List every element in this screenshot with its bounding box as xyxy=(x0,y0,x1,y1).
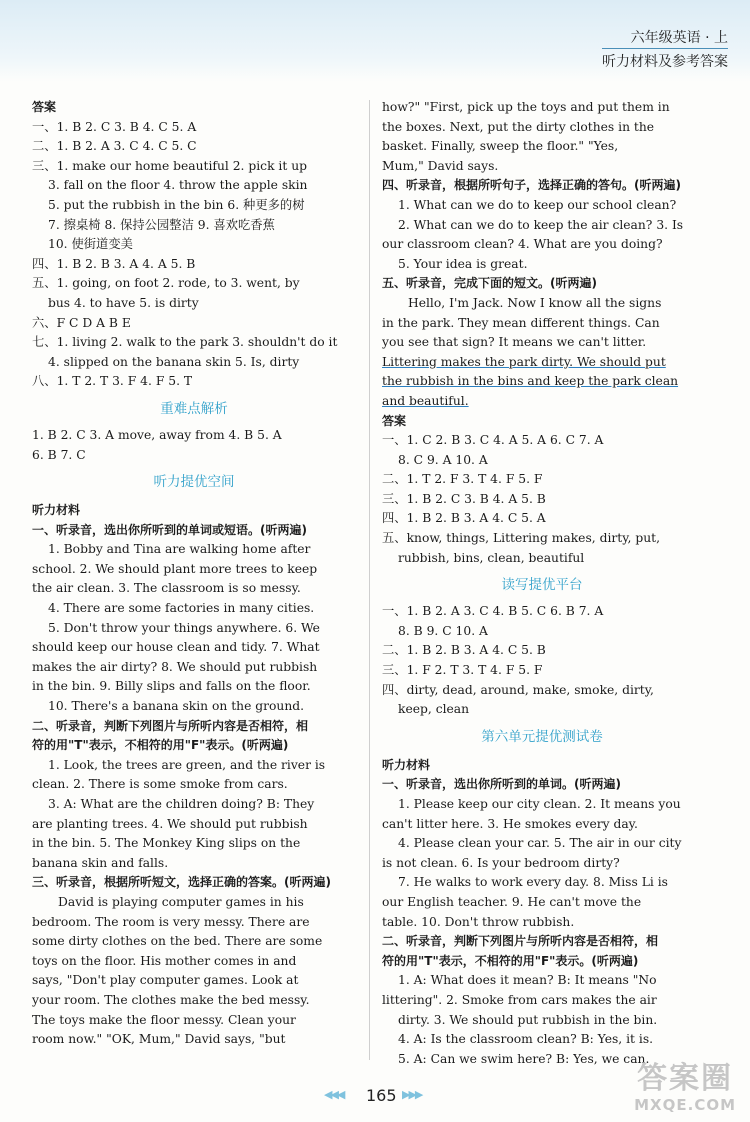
right-column xyxy=(382,98,702,1069)
text-line: 3. A: What are the children doing? B: They xyxy=(48,797,315,811)
text-line: David is playing computer games in his xyxy=(58,894,304,909)
text-line: the air clean. 3. The classroom is so messy. xyxy=(32,581,301,596)
text-line: 二、1. B 2. A 3. C 4. C 5. C xyxy=(32,139,197,154)
text-line: the rubbish in the bins and keep the park clean xyxy=(382,374,679,389)
left-arrows-icon: ◀◀◀ xyxy=(324,1088,344,1101)
text-line: bus 4. to have 5. is dirty xyxy=(48,295,199,310)
text-line: in the bin. 5. The Monkey King slips on the xyxy=(32,836,301,851)
text-line: you see that sign? It means we can't litter. xyxy=(382,335,647,350)
text-line: 一、听录音，选出你所听到的单词。(听两遍) xyxy=(382,777,621,792)
text-line: basket. Finally, sweep the floor." "Yes, xyxy=(382,139,619,154)
text-line: your room. The clothes make the bed messy. xyxy=(32,992,310,1007)
text-line: 4. slipped on the banana skin 5. Is, dirty xyxy=(48,354,300,369)
text-line: our classroom clean? 4. What are you doing? xyxy=(382,237,663,252)
text-line: in the park. They mean different things. Can xyxy=(382,315,660,330)
text-line: 二、听录音，判断下列图片与所听内容是否相符，相 xyxy=(382,934,659,949)
text-line: 四、1. B 2. B 3. A 4. C 5. A xyxy=(382,511,546,526)
text-line: rubbish, bins, clean, beautiful xyxy=(398,550,585,565)
text-line: 符的用"T"表示，不相符的用"F"表示。(听两遍) xyxy=(382,953,639,968)
text-line: 1. What can we do to keep our school clean? xyxy=(398,197,677,212)
text-line: littering". 2. Smoke from cars makes the air xyxy=(382,992,657,1007)
text-line: the boxes. Next, put the dirty clothes in the xyxy=(382,119,655,134)
page-number: 165 xyxy=(366,1086,397,1105)
text-line: 三、听录音，根据所听短文，选择正确的答案。(听两遍) xyxy=(32,875,331,890)
text-line: can't litter here. 3. He smokes every day. xyxy=(382,816,638,831)
section-title: 听力提优空间 xyxy=(153,474,235,491)
watermark-url: MXQE.COM xyxy=(634,1096,736,1114)
text-line: Mum," David says. xyxy=(382,158,499,173)
text-line: 8. B 9. C 10. A xyxy=(398,623,488,638)
section-title: 读写提优平台 xyxy=(501,577,583,594)
text-line: 符的用"T"表示，不相符的用"F"表示。(听两遍) xyxy=(32,738,289,753)
text-line: 听力材料 xyxy=(32,503,81,518)
text-line: 答案 xyxy=(382,413,407,428)
text-line: 10. There's a banana skin on the ground. xyxy=(48,699,305,714)
header-grade-subject: 六年级英语 · 上 xyxy=(630,30,728,46)
text-line: some dirty clothes on the bed. There are some xyxy=(32,934,323,949)
text-line: our English teacher. 9. He can't move the xyxy=(382,894,642,909)
text-line: is not clean. 6. Is your bedroom dirty? xyxy=(382,855,620,870)
text-line: 听力材料 xyxy=(382,757,431,772)
text-line: 二、1. T 2. F 3. T 4. F 5. F xyxy=(382,472,543,487)
section-title: 重难点解析 xyxy=(160,400,228,417)
text-line: dirty. 3. We should put rubbish in the bin. xyxy=(398,1012,658,1027)
text-line: 三、1. F 2. T 3. T 4. F 5. F xyxy=(382,663,543,678)
text-line: 8. C 9. A 10. A xyxy=(398,452,488,467)
text-line: toys on the floor. His mother comes in and xyxy=(32,953,297,968)
text-line: Hello, I'm Jack. Now I know all the signs xyxy=(408,295,662,310)
text-line: says, "Don't play computer games. Look at xyxy=(32,973,299,988)
text-line: 三、1. B 2. C 3. B 4. A 5. B xyxy=(382,491,546,506)
text-line: 五、听录音，完成下面的短文。(听两遍) xyxy=(382,276,597,291)
text-line: table. 10. Don't throw rubbish. xyxy=(382,914,575,929)
text-line: 1. Look, the trees are green, and the river is xyxy=(48,757,326,772)
text-line: 10. 使街道变美 xyxy=(48,237,133,252)
section-title: 第六单元提优测试卷 xyxy=(481,728,603,745)
text-line: 4. Please clean your car. 5. The air in our city xyxy=(398,836,682,851)
text-line: 六、F C D A B E xyxy=(32,315,131,330)
text-line: 四、dirty, dead, around, make, smoke, dirty, xyxy=(382,682,654,697)
text-line: 八、1. T 2. T 3. F 4. F 5. T xyxy=(32,374,193,389)
text-line: 3. fall on the floor 4. throw the apple skin xyxy=(48,178,308,193)
text-line: 一、1. B 2. A 3. C 4. B 5. C 6. B 7. A xyxy=(382,604,604,619)
text-line: 一、1. B 2. C 3. B 4. C 5. A xyxy=(32,119,197,134)
text-line: Littering makes the park dirty. We should put xyxy=(382,354,666,369)
text-line: 五、1. going, on foot 2. rode, to 3. went, by xyxy=(32,276,300,291)
text-line: should keep our house clean and tidy. 7. What xyxy=(32,640,320,655)
text-line: in the bin. 9. Billy slips and falls on the floor. xyxy=(32,679,311,694)
running-header xyxy=(602,28,728,73)
text-line: 7. 擦桌椅 8. 保持公园整洁 9. 喜欢吃香蕉 xyxy=(48,217,275,232)
text-line: 4. There are some factories in many cities. xyxy=(48,601,315,616)
text-line: how?" "First, pick up the toys and put them in xyxy=(382,100,670,114)
text-line: 1. Please keep our city clean. 2. It means you xyxy=(398,797,681,811)
text-line: bedroom. The room is very messy. There are xyxy=(32,914,310,929)
text-line: 七、1. living 2. walk to the park 3. shouldn't do it xyxy=(32,335,338,350)
text-line: 五、know, things, Littering makes, dirty, put, xyxy=(382,531,660,546)
text-line: school. 2. We should plant more trees to keep xyxy=(32,561,318,576)
text-line: 7. He walks to work every day. 8. Miss Li is xyxy=(398,875,668,890)
text-line: 四、1. B 2. B 3. A 4. A 5. B xyxy=(32,256,196,271)
text-line: 1. B 2. C 3. A move, away from 4. B 5. A xyxy=(32,427,282,442)
text-line: 4. A: Is the classroom clean? B: Yes, it is. xyxy=(398,1032,654,1047)
header-section-name: 听力材料及参考答案 xyxy=(602,48,728,73)
right-arrows-icon: ▶▶▶ xyxy=(402,1088,422,1101)
text-line: makes the air dirty? 8. We should put rubbish xyxy=(32,659,318,674)
left-column xyxy=(32,98,356,1050)
text-line: 四、听录音，根据所听句子，选择正确的答句。(听两遍) xyxy=(382,178,681,193)
watermark-logo: 答案圈 xyxy=(637,1061,734,1096)
text-line: The toys make the floor messy. Clean your xyxy=(32,1012,296,1027)
text-line: 1. Bobby and Tina are walking home after xyxy=(48,542,311,557)
watermark xyxy=(634,1062,736,1114)
text-line: 5. Your idea is great. xyxy=(398,256,528,271)
column-divider xyxy=(369,100,370,1060)
text-line: banana skin and falls. xyxy=(32,855,169,870)
text-line: 5. A: Can we swim here? B: Yes, we can. xyxy=(398,1051,650,1066)
text-line: 一、听录音，选出你所听到的单词或短语。(听两遍) xyxy=(32,522,307,537)
text-line: clean. 2. There is some smoke from cars. xyxy=(32,777,288,792)
text-line: 二、听录音，判断下列图片与所听内容是否相符，相 xyxy=(32,718,309,733)
text-line: 6. B 7. C xyxy=(32,447,86,462)
text-line: and beautiful. xyxy=(382,393,469,408)
text-line: 5. Don't throw your things anywhere. 6. We xyxy=(48,620,320,635)
text-line: keep, clean xyxy=(398,702,470,717)
text-line: are planting trees. 4. We should put rubbish xyxy=(32,816,308,831)
text-line: 答案 xyxy=(32,100,57,114)
text-line: 三、1. make our home beautiful 2. pick it up xyxy=(32,158,307,173)
text-line: room now." "OK, Mum," David says, "but xyxy=(32,1032,286,1047)
text-line: 5. put the rubbish in the bin 6. 种更多的树 xyxy=(48,197,305,212)
text-line: 二、1. B 2. B 3. A 4. C 5. B xyxy=(382,643,546,658)
text-line: 一、1. C 2. B 3. C 4. A 5. A 6. C 7. A xyxy=(382,433,604,448)
text-line: 1. A: What does it mean? B: It means "No xyxy=(398,973,657,988)
text-line: 2. What can we do to keep the air clean? 3. Is xyxy=(398,217,684,232)
